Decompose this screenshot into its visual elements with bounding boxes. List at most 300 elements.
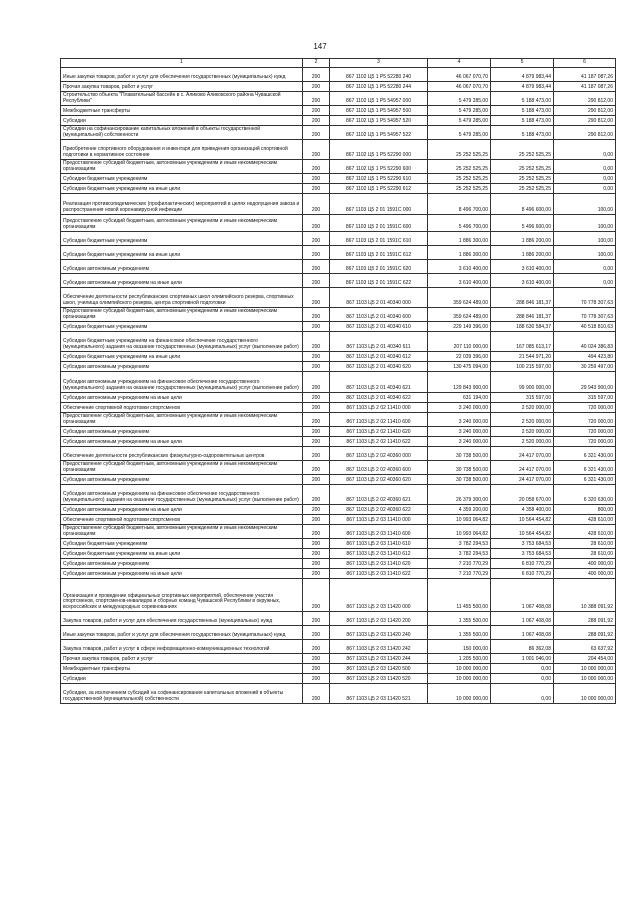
row-value-col4: 1 355 500,00 [428, 626, 491, 640]
table-row [61, 352, 616, 362]
row-value-col5: 0,00 [491, 664, 554, 674]
row-admin-cell: 200 [303, 232, 330, 246]
row-value-col5: 20 058 670,00 [491, 485, 554, 505]
row-value-col6: 40 518 810,63 [554, 322, 616, 332]
row-value-col4: 7 210 770,29 [428, 559, 491, 569]
row-name-cell: Субсидии автономным учреждениям на иные цели [61, 505, 303, 515]
row-value-col4: 1 355 500,00 [428, 612, 491, 626]
row-code-cell: 867 1103 Ц5 2 01 40340 610 [330, 322, 428, 332]
row-value-col5: 3 610 400,00 [491, 274, 554, 288]
row-value-col4: 7 210 770,29 [428, 569, 491, 579]
row-code-cell: 867 1103 Ц5 2 03 11420 200 [330, 612, 428, 626]
row-value-col6: 100,00 [554, 246, 616, 260]
row-name-cell: Субсидии автономным учреждениям на финансовое обеспечение государственного (муниципального) задания на оказание государственных (муниципальных) услуг (выполнение работ) [61, 372, 303, 393]
table-row [61, 393, 616, 403]
row-value-col5: 1 067 408,08 [491, 626, 554, 640]
row-value-col4: 5 479 285,00 [428, 106, 491, 116]
row-value-col5: 6 810 770,29 [491, 559, 554, 569]
table-row [61, 569, 616, 579]
row-admin-cell: 200 [303, 684, 330, 704]
table-row [61, 515, 616, 525]
row-admin-cell: 200 [303, 362, 330, 372]
row-value-col6: 720 000,00 [554, 403, 616, 413]
row-value-col6: 6 321 430,00 [554, 475, 616, 485]
row-name-cell: Субсидии бюджетным учреждениям на иные цели [61, 184, 303, 194]
row-value-col4: 4 359 200,00 [428, 505, 491, 515]
table-row [61, 184, 616, 194]
row-value-col4: 3 240 000,00 [428, 427, 491, 437]
row-code-cell: 867 1103 Ц5 2 01 1591C 612 [330, 246, 428, 260]
row-value-col4: 25 252 525,25 [428, 174, 491, 184]
row-code-cell: 867 1103 Ц5 2 01 1591C 620 [330, 260, 428, 274]
row-code-cell: 867 1103 Ц5 2 01 40340 621 [330, 372, 428, 393]
table-row [61, 332, 616, 352]
row-value-col5: 5 188 473,00 [491, 116, 554, 126]
row-name-cell: Субсидии автономным учреждениям на иные цели [61, 437, 303, 447]
row-name-cell: Прочая закупка товаров, работ и услуг [61, 654, 303, 664]
row-value-col5: 10 564 454,82 [491, 515, 554, 525]
row-code-cell: 867 1103 Ц5 2 03 11420 500 [330, 664, 428, 674]
row-name-cell: Субсидии автономным учреждениям на иные цели [61, 274, 303, 288]
row-code-cell: 867 1102 Ц5 1 P5 52290 612 [330, 184, 428, 194]
row-name-cell: Субсидии автономным учреждениям на иные цели [61, 569, 303, 579]
row-value-col6: 29 943 900,00 [554, 372, 616, 393]
row-value-col6: 720 000,00 [554, 413, 616, 427]
row-value-col6: 41 187 087,26 [554, 68, 616, 82]
row-name-cell: Закупка товаров, работ и услуг в сфере информационно-коммуникационных технологий [61, 640, 303, 654]
row-value-col4: 10 993 064,82 [428, 525, 491, 539]
row-value-col5: 1 886 200,00 [491, 246, 554, 260]
row-value-col4: 46 067 070,70 [428, 68, 491, 82]
table-row [61, 116, 616, 126]
row-value-col4: 150 000,00 [428, 640, 491, 654]
row-value-col4: 46 067 070,70 [428, 82, 491, 92]
column-header: 6 [554, 59, 616, 68]
row-code-cell: 867 1103 Ц5 2 01 1591C 610 [330, 232, 428, 246]
row-code-cell: 867 1103 Ц5 2 01 1591C 000 [330, 194, 428, 215]
row-code-cell: 867 1103 Ц5 2 02 11410 600 [330, 413, 428, 427]
row-name-cell: Обеспечение спортивной подготовки спортсменов [61, 403, 303, 413]
table-row [61, 215, 616, 232]
row-code-cell: 867 1102 Ц5 1 P5 54957 500 [330, 106, 428, 116]
row-value-col4: 5 479 285,00 [428, 92, 491, 106]
row-code-cell: 867 1103 Ц5 2 03 11420 242 [330, 640, 428, 654]
row-name-cell: Субсидии бюджетным учреждениям на финансовое обеспечение государственного (муниципального) задания на оказание государственных (муниципальных) услуг (выполнение работ) [61, 332, 303, 352]
row-admin-cell: 200 [303, 626, 330, 640]
table-row [61, 372, 616, 393]
row-value-col4: 1 886 300,00 [428, 246, 491, 260]
row-value-col6: 70 778 307,63 [554, 288, 616, 308]
row-admin-cell: 200 [303, 140, 330, 160]
row-name-cell: Предоставление субсидий бюджетным, автономным учреждениям и иным некоммерческим организациям [61, 413, 303, 427]
row-name-cell: Предоставление субсидий бюджетным, автономным учреждениям и иным некоммерческим организациям [61, 525, 303, 539]
table-row [61, 579, 616, 612]
row-name-cell: Предоставление субсидий бюджетным, автономным учреждениям и иным некоммерческим организациям [61, 461, 303, 475]
table-row [61, 447, 616, 461]
row-name-cell: Субсидии автономным учреждениям [61, 427, 303, 437]
row-value-col5: 188 630 584,37 [491, 322, 554, 332]
row-admin-cell: 200 [303, 640, 330, 654]
row-admin-cell: 200 [303, 612, 330, 626]
table-row [61, 640, 616, 654]
row-value-col5: 4 358 400,00 [491, 505, 554, 515]
row-admin-cell: 200 [303, 116, 330, 126]
row-value-col6: 0,00 [554, 140, 616, 160]
row-value-col5: 5 188 473,00 [491, 92, 554, 106]
table-row [61, 664, 616, 674]
row-value-col6: 10 000 000,00 [554, 684, 616, 704]
row-value-col6: 315 597,00 [554, 393, 616, 403]
row-code-cell: 867 1103 Ц5 2 02 11410 000 [330, 403, 428, 413]
row-value-col5: 2 520 000,00 [491, 437, 554, 447]
row-value-col5: 3 610 400,00 [491, 260, 554, 274]
row-code-cell: 867 1102 Ц5 1 P5 54957 520 [330, 116, 428, 126]
row-admin-cell: 200 [303, 569, 330, 579]
row-value-col4: 5 479 285,00 [428, 126, 491, 140]
row-code-cell: 867 1102 Ц5 1 P5 54957 522 [330, 126, 428, 140]
table-row [61, 260, 616, 274]
table-row [61, 92, 616, 106]
table-row [61, 106, 616, 116]
row-name-cell: Закупка товаров, работ и услуг для обеспечения государственных (муниципальных) нужд [61, 612, 303, 626]
row-admin-cell: 200 [303, 579, 330, 612]
row-admin-cell: 200 [303, 184, 330, 194]
row-value-col4: 11 455 500,00 [428, 579, 491, 612]
row-admin-cell: 200 [303, 485, 330, 505]
table-row [61, 194, 616, 215]
row-name-cell: Субсидии автономным учреждениям [61, 475, 303, 485]
row-code-cell: 867 1103 Ц5 2 03 11410 620 [330, 559, 428, 569]
table-row [61, 626, 616, 640]
row-value-col4: 5 496 700,00 [428, 215, 491, 232]
table-row [61, 674, 616, 684]
row-code-cell: 867 1102 Ц5 1 P5 52290 600 [330, 160, 428, 174]
row-value-col6: 100,00 [554, 232, 616, 246]
row-value-col5: 4 879 983,44 [491, 82, 554, 92]
table-row [61, 559, 616, 569]
table-row [61, 525, 616, 539]
row-admin-cell: 200 [303, 160, 330, 174]
row-value-col6: 30 259 497,00 [554, 362, 616, 372]
row-name-cell: Субсидии автономным учреждениям на иные цели [61, 393, 303, 403]
row-admin-cell: 200 [303, 505, 330, 515]
row-code-cell: 867 1103 Ц5 2 01 40340 611 [330, 332, 428, 352]
table-header-row [61, 59, 616, 68]
row-value-col5: 25 252 525,25 [491, 160, 554, 174]
row-value-col4: 229 149 396,00 [428, 322, 491, 332]
row-value-col5: 100 215 597,00 [491, 362, 554, 372]
row-value-col4: 631 194,00 [428, 393, 491, 403]
table-row [61, 437, 616, 447]
row-value-col4: 3 782 294,53 [428, 549, 491, 559]
row-name-cell: Субсидии автономным учреждениям на финансовое обеспечение государственного (муниципального) задания на оказание государственных (муниципальных) услуг (выполнение работ) [61, 485, 303, 505]
row-value-col6: 428 610,00 [554, 525, 616, 539]
row-code-cell: 867 1103 Ц5 2 03 11410 612 [330, 549, 428, 559]
row-admin-cell: 200 [303, 664, 330, 674]
budget-table [60, 58, 616, 704]
row-code-cell: 867 1102 Ц5 1 P5 52280 240 [330, 68, 428, 82]
row-value-col5: 24 417 070,00 [491, 447, 554, 461]
row-value-col4: 129 843 900,00 [428, 372, 491, 393]
row-name-cell: Предоставление субсидий бюджетным, автономным учреждениям и иным некоммерческим организациям [61, 308, 303, 322]
row-name-cell: Обеспечение деятельности республиканских физкультурно-оздоровительных центров [61, 447, 303, 461]
table-row [61, 427, 616, 437]
row-value-col6: 10 000 000,00 [554, 674, 616, 684]
row-code-cell: 867 1102 Ц5 1 P5 52290 000 [330, 140, 428, 160]
row-value-col5: 2 520 000,00 [491, 403, 554, 413]
row-code-cell: 867 1103 Ц5 2 01 1591C 622 [330, 274, 428, 288]
row-admin-cell: 200 [303, 68, 330, 82]
row-value-col6: 400 000,00 [554, 559, 616, 569]
row-value-col5: 1 067 408,08 [491, 579, 554, 612]
row-admin-cell: 200 [303, 274, 330, 288]
row-code-cell: 867 1103 Ц5 2 02 40360 600 [330, 461, 428, 475]
row-value-col6: 10 388 091,92 [554, 579, 616, 612]
row-name-cell: Иные закупки товаров, работ и услуг для обеспечения государственных (муниципальных) нужд [61, 68, 303, 82]
row-value-col5: 99 900 000,00 [491, 372, 554, 393]
table-row [61, 232, 616, 246]
row-admin-cell: 200 [303, 549, 330, 559]
table-row [61, 475, 616, 485]
table-row [61, 174, 616, 184]
row-admin-cell: 200 [303, 393, 330, 403]
row-value-col4: 10 993 064,82 [428, 515, 491, 525]
table-row [61, 288, 616, 308]
row-admin-cell: 200 [303, 437, 330, 447]
row-admin-cell: 200 [303, 82, 330, 92]
row-code-cell: 867 1103 Ц5 2 03 11420 000 [330, 579, 428, 612]
row-admin-cell: 200 [303, 525, 330, 539]
row-value-col5: 86 362,08 [491, 640, 554, 654]
row-value-col5: 3 753 684,53 [491, 549, 554, 559]
table-row [61, 82, 616, 92]
row-value-col4: 359 624 489,00 [428, 308, 491, 322]
row-admin-cell: 200 [303, 559, 330, 569]
row-name-cell: Строительство объекта "Плавательный бассейн в с. Аликово Аликовского района Чувашской Республики" [61, 92, 303, 106]
row-value-col6: 290 812,00 [554, 106, 616, 116]
row-value-col4: 10 000 000,00 [428, 684, 491, 704]
row-code-cell: 867 1102 Ц5 1 P5 52280 244 [330, 82, 428, 92]
row-name-cell: Приобретение спортивного оборудования и инвентаря для приведения организаций спортивной подготовки в нормативное состояние [61, 140, 303, 160]
row-value-col4: 3 240 000,00 [428, 403, 491, 413]
row-value-col5: 5 188 473,00 [491, 126, 554, 140]
row-admin-cell: 200 [303, 461, 330, 475]
row-value-col6: 70 778 307,63 [554, 308, 616, 322]
row-name-cell: Предоставление субсидий бюджетным, автономным учреждениям и иным некоммерческим организациям [61, 215, 303, 232]
row-value-col6: 290 812,00 [554, 116, 616, 126]
row-value-col5: 3 753 684,53 [491, 539, 554, 549]
row-value-col5: 5 496 600,00 [491, 215, 554, 232]
table-row [61, 654, 616, 664]
row-value-col6: 28 610,00 [554, 549, 616, 559]
table-row [61, 126, 616, 140]
row-admin-cell: 200 [303, 322, 330, 332]
row-admin-cell: 200 [303, 352, 330, 362]
row-value-col6: 100,00 [554, 215, 616, 232]
row-value-col5: 10 564 454,82 [491, 525, 554, 539]
row-value-col5: 2 520 000,00 [491, 427, 554, 437]
row-value-col4: 3 240 000,00 [428, 437, 491, 447]
row-value-col6: 63 637,92 [554, 640, 616, 654]
table-row [61, 322, 616, 332]
row-value-col4: 130 475 094,00 [428, 362, 491, 372]
row-name-cell: Субсидии бюджетным учреждениям на иные цели [61, 352, 303, 362]
row-value-col5: 0,00 [491, 674, 554, 684]
row-value-col4: 1 886 300,00 [428, 232, 491, 246]
row-code-cell: 867 1103 Ц5 2 03 11420 244 [330, 654, 428, 664]
table-row [61, 461, 616, 475]
table-row [61, 612, 616, 626]
row-code-cell: 867 1103 Ц5 2 03 11420 520 [330, 674, 428, 684]
row-value-col6: 204 454,00 [554, 654, 616, 664]
row-code-cell: 867 1103 Ц5 2 02 40360 621 [330, 485, 428, 505]
row-code-cell: 867 1103 Ц5 2 03 11410 600 [330, 525, 428, 539]
row-admin-cell: 200 [303, 654, 330, 664]
row-value-col5: 2 520 000,00 [491, 413, 554, 427]
table-row [61, 308, 616, 322]
row-admin-cell: 200 [303, 372, 330, 393]
row-name-cell: Субсидии бюджетным учреждениям [61, 322, 303, 332]
row-value-col5: 315 597,00 [491, 393, 554, 403]
row-code-cell: 867 1103 Ц5 2 03 11420 240 [330, 626, 428, 640]
row-name-cell: Субсидии бюджетным учреждениям [61, 174, 303, 184]
row-value-col4: 30 738 500,00 [428, 461, 491, 475]
row-name-cell: Субсидии автономным учреждениям [61, 559, 303, 569]
row-value-col6: 0,00 [554, 260, 616, 274]
table-row [61, 140, 616, 160]
row-value-col5: 6 810 770,29 [491, 569, 554, 579]
row-value-col4: 25 252 525,25 [428, 184, 491, 194]
row-admin-cell: 200 [303, 126, 330, 140]
row-code-cell: 867 1103 Ц5 2 01 40340 622 [330, 393, 428, 403]
row-code-cell: 867 1103 Ц5 2 01 40340 600 [330, 308, 428, 322]
table-row [61, 274, 616, 288]
table-body [61, 68, 616, 704]
table-row [61, 362, 616, 372]
page-number: 147 [313, 42, 327, 51]
row-value-col4: 25 252 525,25 [428, 140, 491, 160]
row-value-col6: 28 610,00 [554, 539, 616, 549]
row-value-col6: 0,00 [554, 274, 616, 288]
row-value-col5: 25 252 525,25 [491, 174, 554, 184]
row-value-col6: 100,00 [554, 194, 616, 215]
row-name-cell: Обеспечение спортивной подготовки спортсменов [61, 515, 303, 525]
row-value-col5: 5 188 473,00 [491, 106, 554, 116]
row-value-col6: 10 000 000,00 [554, 664, 616, 674]
row-admin-cell: 200 [303, 447, 330, 461]
row-admin-cell: 200 [303, 288, 330, 308]
row-name-cell: Прочая закупка товаров, работ и услуг [61, 82, 303, 92]
row-code-cell: 867 1103 Ц5 2 01 40340 000 [330, 288, 428, 308]
row-value-col5: 1 001 046,00 [491, 654, 554, 664]
column-header: 3 [330, 59, 428, 68]
row-admin-cell: 200 [303, 674, 330, 684]
row-code-cell: 867 1103 Ц5 2 02 40360 000 [330, 447, 428, 461]
table-row [61, 684, 616, 704]
row-code-cell: 867 1103 Ц5 2 01 40340 612 [330, 352, 428, 362]
row-value-col6: 288 091,92 [554, 626, 616, 640]
row-code-cell: 867 1102 Ц5 1 P5 52290 610 [330, 174, 428, 184]
row-value-col4: 10 000 000,00 [428, 674, 491, 684]
row-value-col5: 288 846 181,37 [491, 288, 554, 308]
row-admin-cell: 200 [303, 92, 330, 106]
row-value-col5: 1 886 200,00 [491, 232, 554, 246]
row-code-cell: 867 1103 Ц5 2 02 40360 622 [330, 505, 428, 515]
row-value-col4: 3 610 400,00 [428, 260, 491, 274]
row-value-col4: 8 496 700,00 [428, 194, 491, 215]
row-value-col6: 290 812,00 [554, 92, 616, 106]
row-value-col4: 5 479 285,00 [428, 116, 491, 126]
row-admin-cell: 200 [303, 194, 330, 215]
row-admin-cell: 200 [303, 215, 330, 232]
row-name-cell: Иные закупки товаров, работ и услуг для обеспечения государственных (муниципальных) нужд [61, 626, 303, 640]
row-value-col6: 6 321 430,00 [554, 447, 616, 461]
row-value-col6: 0,00 [554, 184, 616, 194]
table-row [61, 403, 616, 413]
row-value-col5: 21 544 971,20 [491, 352, 554, 362]
row-value-col4: 22 039 396,00 [428, 352, 491, 362]
row-name-cell: Организация и проведение официальных спортивных мероприятий, обеспечение участия спортсменов, спортсменов-инвалидов и сборных команд Чувашской Республики в окружных, всероссийских и международных соревнованиях [61, 579, 303, 612]
row-admin-cell: 200 [303, 475, 330, 485]
row-value-col4: 10 000 000,00 [428, 664, 491, 674]
row-value-col6: 720 000,00 [554, 437, 616, 447]
row-name-cell: Субсидии на софинансирование капитальных вложений в объекты государственной (муниципальной) собственности [61, 126, 303, 140]
row-name-cell: Субсидии, за исключением субсидий на софинансирование капитальных вложений в объекты государственной (муниципальной) собственности [61, 684, 303, 704]
row-value-col5: 8 496 600,00 [491, 194, 554, 215]
row-value-col5: 167 085 613,17 [491, 332, 554, 352]
row-code-cell: 867 1103 Ц5 2 03 11410 610 [330, 539, 428, 549]
row-name-cell: Субсидии бюджетным учреждениям на иные цели [61, 246, 303, 260]
row-code-cell: 867 1103 Ц5 2 01 40340 620 [330, 362, 428, 372]
table-row [61, 539, 616, 549]
row-admin-cell: 200 [303, 246, 330, 260]
table-row [61, 68, 616, 82]
row-admin-cell: 200 [303, 413, 330, 427]
row-value-col6: 494 423,80 [554, 352, 616, 362]
row-name-cell: Субсидии бюджетным учреждениям на иные цели [61, 549, 303, 559]
row-value-col4: 3 240 000,00 [428, 413, 491, 427]
row-code-cell: 867 1103 Ц5 2 02 11410 622 [330, 437, 428, 447]
row-value-col5: 0,00 [491, 684, 554, 704]
table-row [61, 246, 616, 260]
row-value-col4: 1 205 500,00 [428, 654, 491, 664]
row-value-col6: 6 321 430,00 [554, 461, 616, 475]
row-admin-cell: 200 [303, 427, 330, 437]
row-value-col6: 290 812,00 [554, 126, 616, 140]
row-value-col6: 428 610,00 [554, 515, 616, 525]
row-value-col5: 4 879 983,44 [491, 68, 554, 82]
row-value-col4: 25 252 525,25 [428, 160, 491, 174]
row-value-col5: 1 067 408,08 [491, 612, 554, 626]
column-header: 2 [303, 59, 330, 68]
row-admin-cell: 200 [303, 332, 330, 352]
row-code-cell: 867 1103 Ц5 2 01 1591C 600 [330, 215, 428, 232]
row-value-col6: 720 000,00 [554, 427, 616, 437]
row-code-cell: 867 1102 Ц5 1 P5 54957 000 [330, 92, 428, 106]
row-value-col5: 288 846 181,37 [491, 308, 554, 322]
row-name-cell: Реализация противоэпидемических (профилактических) мероприятий в целях недопущения завоза и распространения новой коронавирусной инфекции [61, 194, 303, 215]
row-code-cell: 867 1103 Ц5 2 03 11410 622 [330, 569, 428, 579]
row-admin-cell: 200 [303, 539, 330, 549]
row-name-cell: Субсидии автономным учреждениям [61, 362, 303, 372]
row-value-col4: 207 110 000,00 [428, 332, 491, 352]
row-name-cell: Межбюджетные трансферты [61, 664, 303, 674]
table-row [61, 160, 616, 174]
row-value-col5: 24 417 070,00 [491, 475, 554, 485]
row-admin-cell: 200 [303, 403, 330, 413]
row-value-col4: 26 379 300,00 [428, 485, 491, 505]
row-value-col4: 359 624 489,00 [428, 288, 491, 308]
